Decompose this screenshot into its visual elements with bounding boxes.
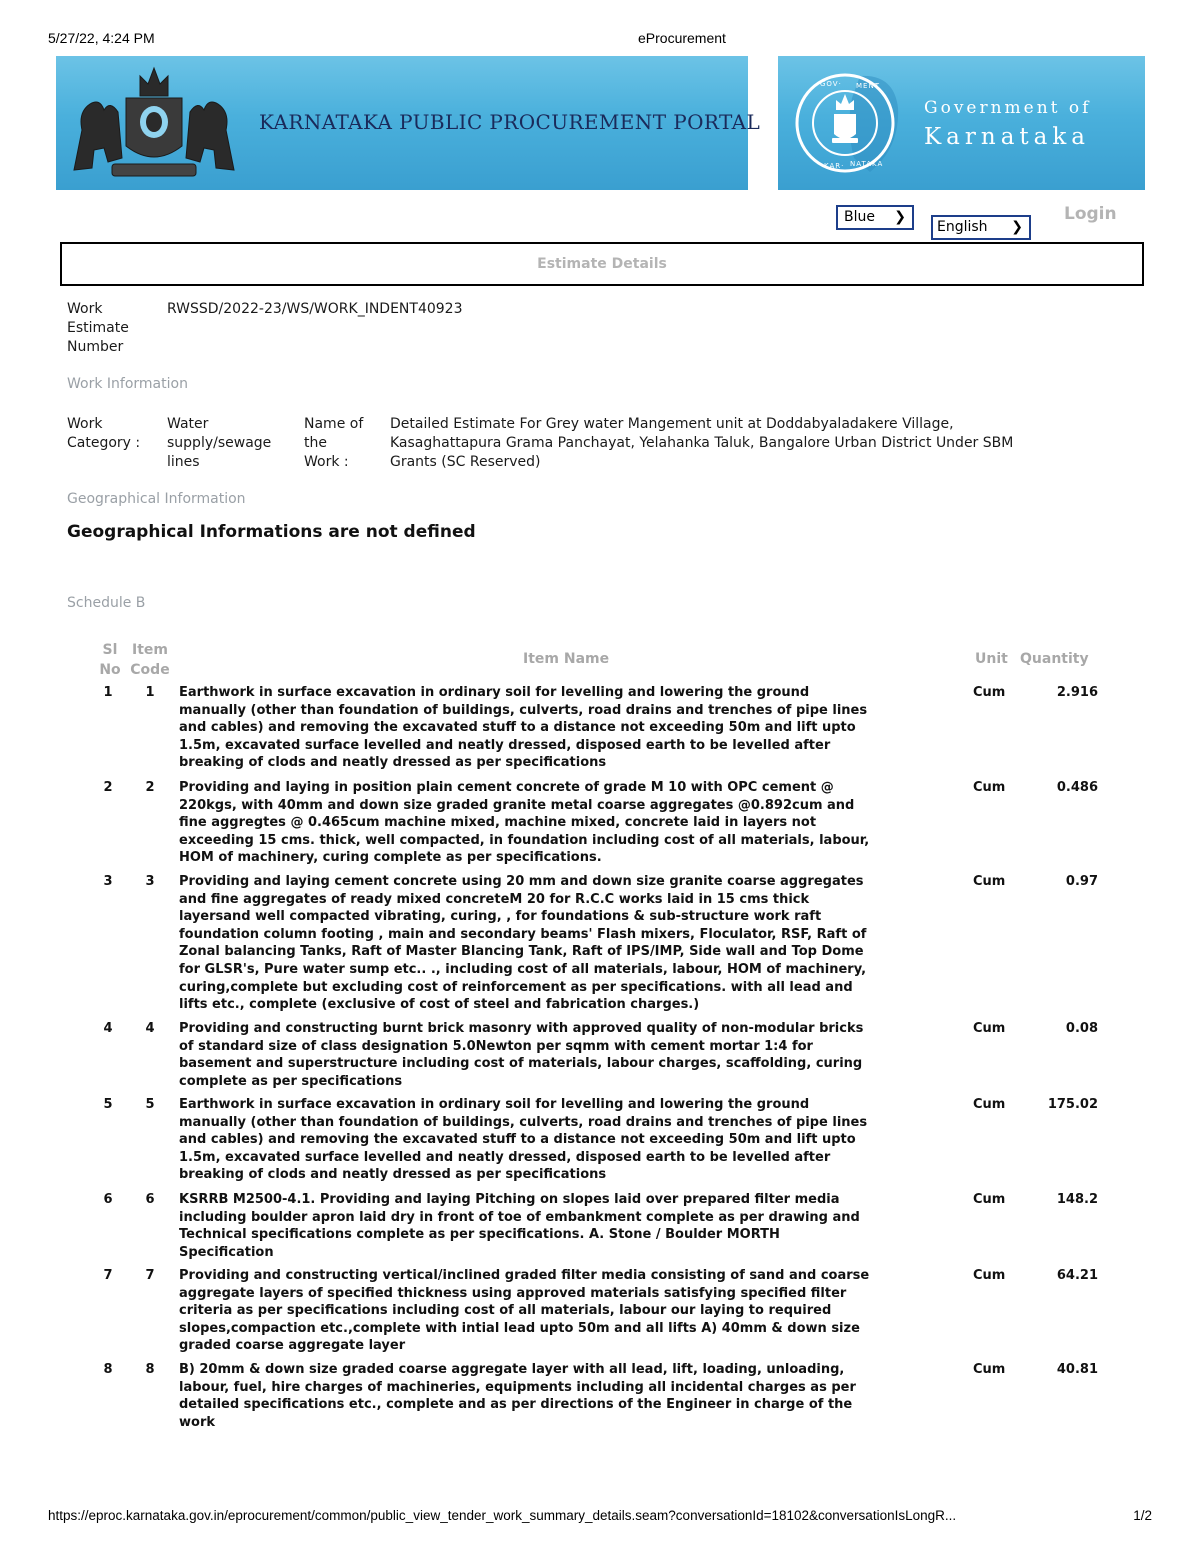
item-name-line: labour, fuel, hire charges of machineries, equipments including all incidental charges as per	[179, 1379, 856, 1395]
item-name-line: manually (other than foundation of buildings, culverts, road drains and trenches of pipe lines	[179, 1114, 868, 1130]
svg-text:MENT: MENT	[856, 82, 880, 90]
item-name-line: and cables) and removing the excavated stuff to a distance not exceeding 50m and lift upto	[179, 720, 856, 736]
item-name-line: Providing and constructing burnt brick masonry with approved quality of non-modular bricks	[179, 1021, 864, 1036]
government-seal-logo	[790, 68, 900, 178]
label-line: Work	[67, 416, 103, 432]
item-code-cell: 7	[145, 1268, 155, 1283]
portal-title: KARNATAKA PUBLIC PROCUREMENT PORTAL	[259, 110, 761, 134]
sl-no-cell: 2	[103, 780, 113, 795]
work-name-label	[304, 415, 363, 472]
chevron-down-icon: ❯	[894, 209, 906, 225]
item-code-cell: 5	[145, 1097, 155, 1112]
item-name-line: and cables) and removing the excavated stuff to a distance not exceeding 50m and lift upto	[179, 1132, 856, 1148]
quantity-cell: 0.08	[1065, 1021, 1098, 1036]
item-name-line: breaking of clods and neatly dressed as per specifications	[179, 755, 607, 771]
language-select[interactable]	[931, 215, 1031, 240]
sl-no-cell: 4	[103, 1021, 113, 1036]
unit-cell: Cum	[973, 685, 1006, 700]
work-category-label	[67, 415, 140, 453]
column-header-item-name: Item Name	[523, 651, 610, 667]
item-name-line: Earthwork in surface excavation in ordinary soil for levelling and lowering the ground	[179, 1097, 810, 1112]
work-estimate-number-label	[67, 300, 129, 357]
government-banner	[778, 56, 1145, 190]
item-name-line: exceeding 15 cms. thick, well compacted, in foundation including cost of all materials, labour,	[179, 832, 870, 848]
schedule-b-heading: Schedule B	[67, 595, 146, 611]
item-name-line: slopes,compaction etc.,complete with intial lead upto 50m and all lifts A) 40mm & down size	[179, 1320, 860, 1336]
work-name-value	[390, 415, 1013, 472]
label-line: Number	[67, 339, 124, 355]
item-name-line: basement and superstructure including cost of materials, labour charges, scaffolding, curing	[179, 1056, 863, 1072]
item-code-cell: 8	[145, 1362, 155, 1377]
label-line: Estimate	[67, 320, 129, 336]
item-name-line: work	[179, 1414, 215, 1430]
header-line: Code	[130, 662, 170, 678]
print-page-title: eProcurement	[638, 30, 726, 46]
item-name-line: 1.5m, excavated surface levelled and neatly dressed, disposed earth to be levelled after	[179, 1149, 831, 1165]
item-name-line: foundation column footing , main and secondary beams' Flash mixers, Floculator, RSF, Raft of	[179, 926, 867, 942]
quantity-cell: 148.2	[1056, 1192, 1098, 1207]
label-line: Work	[67, 301, 103, 317]
item-name-cell	[179, 779, 965, 867]
value-line: Kasaghattapura Grama Panchayat, Yelahanka Taluk, Bangalore Urban District Under SBM	[390, 435, 1014, 451]
quantity-cell: 40.81	[1056, 1362, 1098, 1377]
label-line: Work :	[304, 454, 349, 470]
item-name-line: layersand well compacted vibrating, curing, , for foundations & sub-structure work raft	[179, 909, 822, 925]
unit-cell: Cum	[973, 1021, 1006, 1036]
column-header-quantity: Quantity	[1020, 651, 1089, 667]
work-information-heading: Work Information	[67, 376, 188, 392]
quantity-cell: 175.02	[1047, 1097, 1098, 1112]
item-name-line: aggregate layers of specified thickness using approved materials satisfying specified filter	[179, 1285, 847, 1301]
unit-cell: Cum	[973, 780, 1006, 795]
sl-no-cell: 5	[103, 1097, 113, 1112]
unit-cell: Cum	[973, 1097, 1006, 1112]
unit-cell: Cum	[973, 1268, 1006, 1283]
item-code-cell: 2	[145, 780, 155, 795]
item-name-line: Specification	[179, 1244, 274, 1260]
page-url: https://eproc.karnataka.gov.in/eprocurement/common/public_view_tender_work_summary_details.seam?conversationId=18102&conversationIsLongR...	[48, 1508, 957, 1523]
item-code-cell: 3	[145, 874, 155, 889]
label-line: the	[304, 435, 327, 451]
item-name-line: lifts etc., complete (exclusive of cost of steel and fabrication charges.)	[179, 997, 700, 1013]
quantity-cell: 64.21	[1056, 1268, 1098, 1283]
item-code-cell: 4	[145, 1021, 155, 1036]
item-name-line: detailed specifications etc., complete and as per directions of the Engineer in charge of the	[179, 1397, 853, 1413]
theme-select-value: Blue	[844, 209, 875, 225]
item-name-line: fine aggregtes @ 0.465cum machine mixed, machine mixed, concrete laid in layers not	[179, 815, 817, 831]
unit-cell: Cum	[973, 1192, 1006, 1207]
item-name-cell	[179, 1096, 965, 1184]
sl-no-cell: 3	[103, 874, 113, 889]
government-of-text: Government of	[924, 98, 1092, 118]
item-name-line: criteria as per specifications including cost of all materials, labour our laying to required	[179, 1303, 832, 1319]
language-select-value: English	[937, 219, 988, 235]
print-timestamp: 5/27/22, 4:24 PM	[48, 30, 155, 46]
value-line: Water	[167, 416, 209, 432]
value-line: Grants (SC Reserved)	[390, 454, 541, 470]
quantity-cell: 0.486	[1056, 780, 1098, 795]
item-name-line: 220kgs, with 40mm and down size graded granite metal coarse aggregates @0.892cum and	[179, 797, 855, 813]
item-name-line: HOM of machinery, curing complete as per specifications.	[179, 850, 602, 866]
item-name-line: Providing and constructing vertical/inclined graded filter media consisting of sand and coarse	[179, 1268, 870, 1283]
value-line: Detailed Estimate For Grey water Mangement unit at Doddabyaladakere Village,	[390, 416, 954, 432]
item-name-line: Providing and laying in position plain cement concrete of grade M 10 with OPC cement @	[179, 780, 834, 795]
item-code-cell: 1	[145, 685, 155, 700]
label-line: Name of	[304, 416, 364, 432]
theme-select[interactable]	[836, 205, 914, 230]
login-link[interactable]: Login	[1064, 204, 1117, 224]
item-name-line: KSRRB M2500-4.1. Providing and laying Pitching on slopes laid over prepared filter media	[179, 1192, 840, 1207]
work-estimate-number-value: RWSSD/2022-23/WS/WORK_INDENT40923	[167, 301, 463, 317]
item-name-line: for GLSR's, Pure water sump etc.. ., including cost of all materials, labour, HOM of machinery,	[179, 961, 867, 977]
sl-no-cell: 7	[103, 1268, 113, 1283]
value-line: supply/sewage	[167, 435, 272, 451]
estimate-details-title: Estimate Details	[537, 256, 667, 272]
item-name-line: including boulder apron laid dry in front of toe of embankment complete as per drawing and	[179, 1209, 860, 1225]
value-line: lines	[167, 454, 200, 470]
column-header-item-code	[126, 640, 174, 680]
quantity-cell: 0.97	[1065, 874, 1098, 889]
item-name-line: of standard size of class designation 5.0Newton per sqmm with cement mortar 1:4 for	[179, 1038, 813, 1054]
item-name-cell	[179, 1267, 965, 1355]
svg-text:GOV·: GOV·	[820, 80, 842, 88]
item-name-line: Providing and laying cement concrete using 20 mm and down size granite coarse aggregates	[179, 874, 864, 889]
work-category-value	[167, 415, 271, 472]
geographical-information-heading: Geographical Information	[67, 491, 246, 507]
item-name-line: complete as per specifications	[179, 1073, 403, 1089]
geographical-note: Geographical Informations are not defined	[67, 522, 476, 542]
svg-text:NATAKA: NATAKA	[850, 160, 884, 168]
item-name-cell	[179, 1191, 965, 1261]
svg-text:KAR·: KAR·	[824, 162, 845, 170]
print-header	[48, 30, 1152, 48]
item-name-line: B) 20mm & down size graded coarse aggregate layer with all lead, lift, loading, unloading,	[179, 1362, 845, 1377]
page-number: 1/2	[1133, 1508, 1152, 1523]
item-name-line: and fine aggregates of ready mixed concreteM 20 for R.C.C works laid in 15 cms thick	[179, 891, 810, 907]
item-name-cell	[179, 873, 965, 1014]
estimate-details-header	[60, 242, 1144, 286]
item-name-line: curing,complete but excluding cost of reinforcement as per specifications. with all lead and	[179, 979, 853, 995]
item-name-line: graded coarse aggregate layer	[179, 1338, 406, 1354]
item-name-line: 1.5m, excavated surface levelled and neatly dressed, disposed earth to be levelled after	[179, 737, 831, 753]
unit-cell: Cum	[973, 1362, 1006, 1377]
column-header-unit: Unit	[975, 651, 1008, 667]
sl-no-cell: 8	[103, 1362, 113, 1377]
item-name-line: manually (other than foundation of buildings, culverts, road drains and trenches of pipe lines	[179, 702, 868, 718]
header-line: Sl	[102, 642, 118, 658]
item-name-line: Earthwork in surface excavation in ordinary soil for levelling and lowering the ground	[179, 685, 810, 700]
item-code-cell: 6	[145, 1192, 155, 1207]
sl-no-cell: 1	[103, 685, 113, 700]
header-line: No	[99, 662, 121, 678]
item-name-cell	[179, 1020, 965, 1090]
label-line: Category :	[67, 435, 141, 451]
sl-no-cell: 6	[103, 1192, 113, 1207]
portal-banner	[56, 56, 761, 190]
column-header-sl-no	[92, 640, 128, 680]
item-name-cell	[179, 1361, 965, 1431]
header-line: Item	[132, 642, 168, 658]
unit-cell: Cum	[973, 874, 1006, 889]
item-name-line: Technical specifications complete as per specifications. A. Stone / Boulder MORTH	[179, 1227, 780, 1243]
quantity-cell: 2.916	[1056, 685, 1098, 700]
item-name-line: breaking of clods and neatly dressed as per specifications	[179, 1167, 607, 1183]
item-name-cell	[179, 684, 965, 772]
karnataka-emblem-logo	[64, 60, 244, 184]
item-name-line: Zonal balancing Tanks, Raft of Master Blancing Tank, Raft of IPS/IMP, Side wall and Top Dome	[179, 944, 864, 960]
chevron-down-icon: ❯	[1011, 219, 1023, 235]
karnataka-text: Karnataka	[924, 124, 1091, 150]
